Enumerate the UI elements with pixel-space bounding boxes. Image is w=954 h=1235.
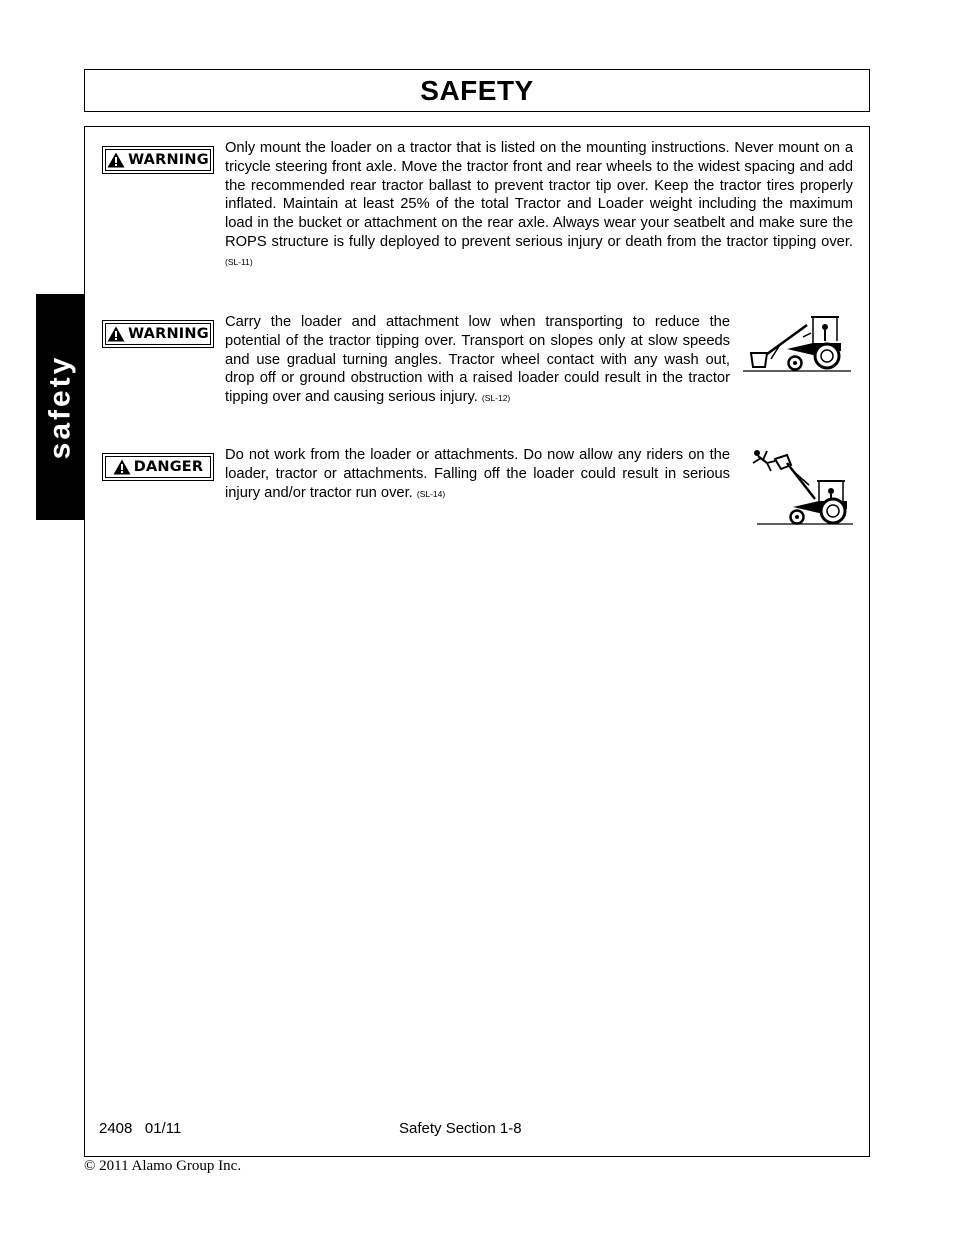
message-text: Only mount the loader on a tractor that is listed on the mounting instructions. Never mount on a tricycle steering front axle. Move the tractor front and rear wheels to the widest spacing and add the recommended rear tractor ballast to prevent tractor tip over. Keep the tractor tires properly inflated. Maintain at least 25% of the total Tractor and Loader weight including the maximum load in the bucket or attachment on the rear axle. Always wear your seatbelt and make sure the ROPS structure is fully deployed to prevent serious injury or death from the tractor tipping over. (225, 140, 853, 250)
message-code: (SL-12) (481, 393, 511, 404)
signal-word: DANGER (133, 459, 204, 475)
section-label: Safety Section 1-8 (399, 1120, 522, 1137)
side-tab-label: safety (43, 354, 76, 460)
side-tab (36, 294, 84, 520)
doc-number: 2408 01/11 (99, 1120, 182, 1137)
message-code: (SL-11) (225, 256, 253, 267)
message-code: (SL-14) (416, 488, 446, 499)
safety-message (225, 446, 730, 503)
warning-sign (102, 320, 214, 348)
page-title: SAFETY (420, 74, 534, 106)
tractor-loader-lowered-icon (741, 313, 853, 373)
signal-word: WARNING (128, 152, 209, 168)
safety-message (225, 313, 730, 408)
rider-falling-from-loader-icon (747, 445, 855, 527)
alert-triangle-icon (107, 326, 125, 342)
message-text: Do not work from the loader or attachments. Do now allow any riders on the loader, tractor or attachments. Falling off the loader could result in serious injury and/or tractor run over. (225, 447, 730, 501)
alert-triangle-icon (113, 459, 131, 475)
message-text: Carry the loader and attachment low when transporting to reduce the potential of the tractor tipping over. Transport on slopes only at slow speeds and use gradual turning angles. Tractor wheel contact with any wash out, drop off or ground obstruction with a raised loader could result in the tractor tipping over and causing serious injury. (225, 314, 730, 406)
danger-sign (102, 453, 214, 481)
copyright: © 2011 Alamo Group Inc. (84, 1158, 242, 1174)
safety-message (225, 139, 853, 272)
content-frame (84, 126, 870, 1157)
warning-sign (102, 146, 214, 174)
signal-word: WARNING (128, 326, 209, 342)
alert-triangle-icon (107, 152, 125, 168)
header-box (84, 69, 870, 112)
